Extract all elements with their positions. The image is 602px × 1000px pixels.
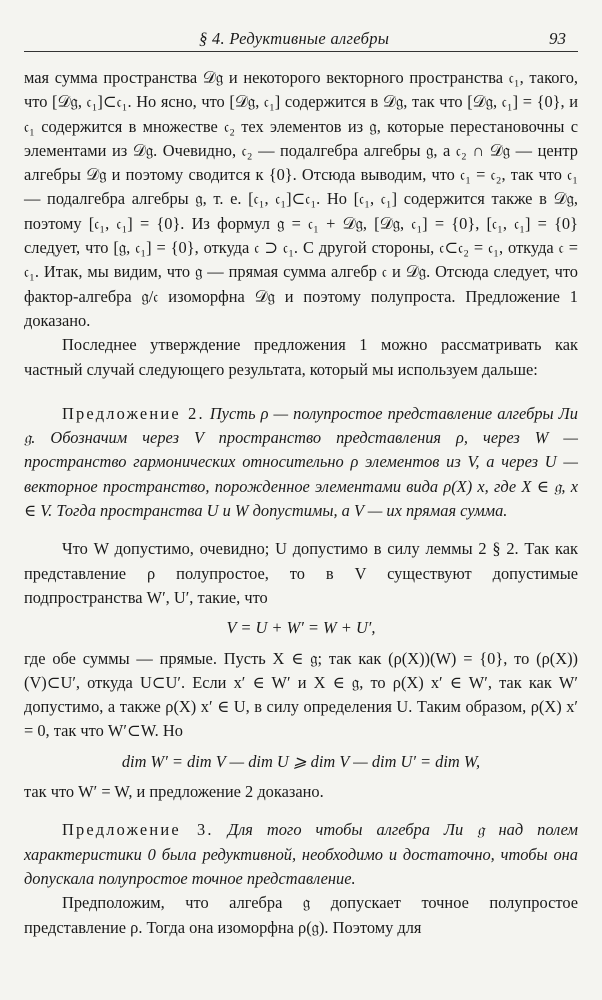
proposition-2-statement: Пусть ρ — полупростое представление алгебры Ли 𝔤. Обозначим через V пространство представления ρ, через W — пространство гармонических относительно ρ элементов из V, а через U — векторное пространство, порожденное элементами вида ρ(X) x, где X ∈ 𝔤, x ∈ V. Тогда пространства U и W допустимы, а V — их прямая сумма. [24, 403, 578, 521]
formula-direct-sum: V = U + W′ = W + U′, [226, 618, 376, 638]
page-number: 93 [549, 29, 566, 48]
running-header [24, 27, 578, 52]
spacer [24, 804, 578, 818]
proposition-2 [24, 402, 578, 523]
proof-2-conclusion: так что W′ = W, и предложение 2 доказано. [24, 782, 324, 802]
proposition-3-label: Предложение 3. [62, 820, 214, 840]
proof-2-part-a: Что W допустимо, очевидно; U допустимо в силу леммы 2 § 2. Так как представление ρ полупростое, то в V существуют допустимые подпространства W′, U′, такие, что [24, 539, 578, 607]
formula-dimension: dim W′ = dim V — dim U ⩾ dim V — dim U′ = dim W, [121, 751, 481, 771]
spacer [24, 523, 578, 537]
paragraph-transition: Последнее утверждение предложения 1 можно рассматривать как частный случай следующего результата, который мы используем дальше: [24, 335, 578, 379]
proposition-3-statement: Для того чтобы алгебра Ли 𝔤 над полем характеристики 0 была редуктивной, необходимо и достаточно, чтобы она допускала полупростое точное представление. [24, 820, 578, 888]
proposition-3 [24, 818, 578, 891]
paragraph-continuation: мая сумма пространства 𝒟𝔤 и некоторого векторного пространства 𝔠₁, такого, что [𝒟𝔤, 𝔠₁]⊂𝔠₁. Но ясно, что [𝒟𝔤, 𝔠₁] содержится в 𝒟𝔤, так что [𝒟𝔤, 𝔠₁] = {0}, и 𝔠₁ содержится в множестве 𝔠₂ тех элементов из 𝔤, которые перестановочны с элементами из 𝒟𝔤. Очевидно, 𝔠₂ — подалгебра алгебры 𝔤, а 𝔠₂ ∩ 𝒟𝔤 — центр алгебры 𝒟𝔤 и поэтому сводится к {0}. Отсюда выводим, что 𝔠₁ = 𝔠₂, так что 𝔠₁ — подалгебра алгебры 𝔤, т. е. [𝔠₁, 𝔠₁]⊂𝔠₁. Но [𝔠₁, 𝔠₁] содержится также в 𝒟𝔤, поэтому [𝔠₁, 𝔠₁] = {0}. Из формул 𝔤 = 𝔠₁ + 𝒟𝔤, [𝒟𝔤, 𝔠₁] = {0}, [𝔠₁, 𝔠₁] = {0} следует, что [𝔤, 𝔠₁] = {0}, откуда 𝔠 ⊃ 𝔠₁. С другой стороны, 𝔠⊂𝔠₂ = 𝔠₁, откуда 𝔠 = 𝔠₁. Итак, мы видим, что 𝔤 — прямая сумма алгебр 𝔠 и 𝒟𝔤. Отсюда следует, что фактор-алгебра 𝔤/𝔠 изоморфна 𝒟𝔤 и поэтому полупроста. Предложение 1 доказано. [24, 68, 578, 330]
proof-2-part-b: где обе суммы — прямые. Пусть X ∈ 𝔤; так как (ρ(X))(W) = {0}, то (ρ(X))(V)⊂U′, откуда U⊂U′. Если x′ ∈ W′ и X ∈ 𝔤, то ρ(X) x′ ∈ W′, так как W′ допустимо, а также ρ(X) x′ ∈ U, в силу определения U. Таким образом, ρ(X) x′ = 0, так что W′⊂W. Но [24, 648, 578, 741]
proof-3-start: Предположим, что алгебра 𝔤 допускает точное полупростое представление ρ. Тогда она изоморфна ρ(𝔤). Поэтому для [24, 893, 578, 937]
proposition-2-label: Предложение 2. [62, 403, 205, 423]
spacer [24, 382, 578, 402]
header-title: § 4. Редуктивные алгебры [199, 29, 390, 48]
page-body [24, 66, 578, 940]
